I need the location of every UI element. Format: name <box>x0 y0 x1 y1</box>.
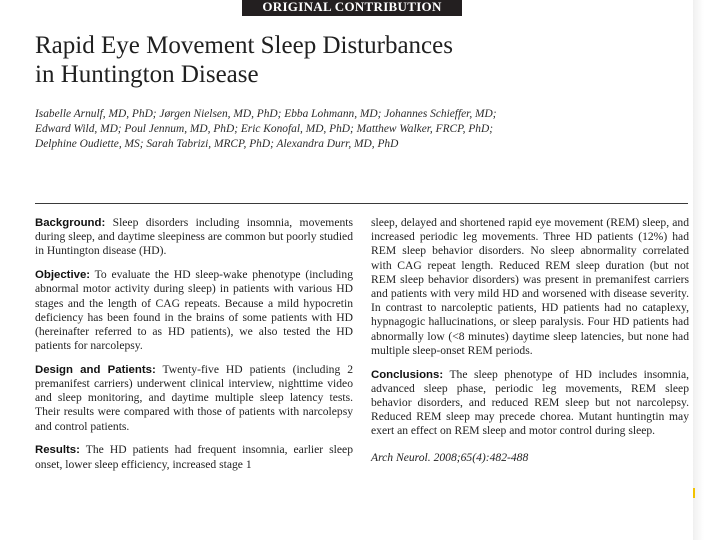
objective-text: To evaluate the HD sleep-wake phenotype (including abnormal motor activity during sleep) in patients with various HD stages and the length of CAG repeats. Because a mild hypocretin deficiency has been found in the brains of some patients with HD (hereinafter referred to as HD patients), we also tested the HD patients for narcolepsy. <box>35 268 353 353</box>
authors-line-1: Isabelle Arnulf, MD, PhD; Jørgen Nielsen, MD, PhD; Ebba Lohmann, MD; Johannes Schieffer, MD; <box>35 108 497 120</box>
abstract-divider <box>35 203 688 204</box>
page-edge-mark <box>693 488 695 498</box>
conclusions-text: The sleep phenotype of HD includes insomnia, advanced sleep phase, periodic leg movements, REM sleep behavior disorders, and reduced REM sleep but not narcolepsy. Reduced REM sleep may precede chorea. Mutant huntingtin may exert an effect on REM sleep and motor control during sleep. <box>371 367 689 438</box>
authors-line-3: Delphine Oudiette, MS; Sarah Tabrizi, MRCP, PhD; Alexandra Durr, MD, PhD <box>35 138 399 150</box>
results-section <box>35 443 353 471</box>
conclusions-section <box>371 368 689 439</box>
journal-citation: Arch Neurol. 2008;65(4):482-488 <box>371 450 529 464</box>
section-banner: ORIGINAL CONTRIBUTION <box>242 0 462 16</box>
design-text: Twenty-five HD patients (including 2 premanifest carriers) underwent clinical interview, nighttime video and sleep monitoring, and daytime multiple sleep latency tests. Their results were compared with those of patients with narcolepsy and control patients. <box>35 362 353 433</box>
authors-line-2: Edward Wild, MD; Poul Jennum, MD, PhD; Eric Konofal, MD, PhD; Matthew Walker, FRCP, PhD; <box>35 123 493 135</box>
abstract-column-right <box>371 216 689 474</box>
abstract-column-left <box>35 216 353 481</box>
conclusions-heading: Conclusions: <box>371 368 444 381</box>
title-line-2: in Huntington Disease <box>35 61 259 88</box>
results-heading: Results: <box>35 444 80 457</box>
background-section <box>35 216 353 259</box>
design-heading: Design and Patients: <box>35 363 156 376</box>
background-heading: Background: <box>35 217 106 229</box>
article-title <box>35 31 453 89</box>
design-section <box>35 363 353 434</box>
objective-section <box>35 268 353 353</box>
results-text-left: The HD patients had frequent insomnia, earlier sleep onset, lower sleep efficiency, increased stage 1 <box>35 443 353 471</box>
objective-heading: Objective: <box>35 269 91 282</box>
page-edge <box>693 0 720 540</box>
results-text-right: sleep, delayed and shortened rapid eye movement (REM) sleep, and increased periodic leg movements. Three HD patients (12%) had REM sleep behavior disorders. No sleep abnormality correlated with CAG repeat length. Reduced REM sleep duration (but not REM sleep behavior disorders) was present in premanifest carriers and patients with very mild HD and worsened with disease severity. In contrast to narcoleptic patients, HD patients had no cataplexy, hypnagogic hallucinations, or sleep paralysis. Four HD patients had abnormally low (<8 minutes) daytime sleep latencies, but none had multiple sleep-onset REM periods. <box>371 216 689 357</box>
title-line-1: Rapid Eye Movement Sleep Disturbances <box>35 32 453 59</box>
results-continued <box>371 216 689 358</box>
author-list <box>35 107 595 152</box>
background-text: Sleep disorders including insomnia, movements during sleep, and daytime sleepiness are common but poorly studied in Huntington disease (HD). <box>35 216 353 258</box>
